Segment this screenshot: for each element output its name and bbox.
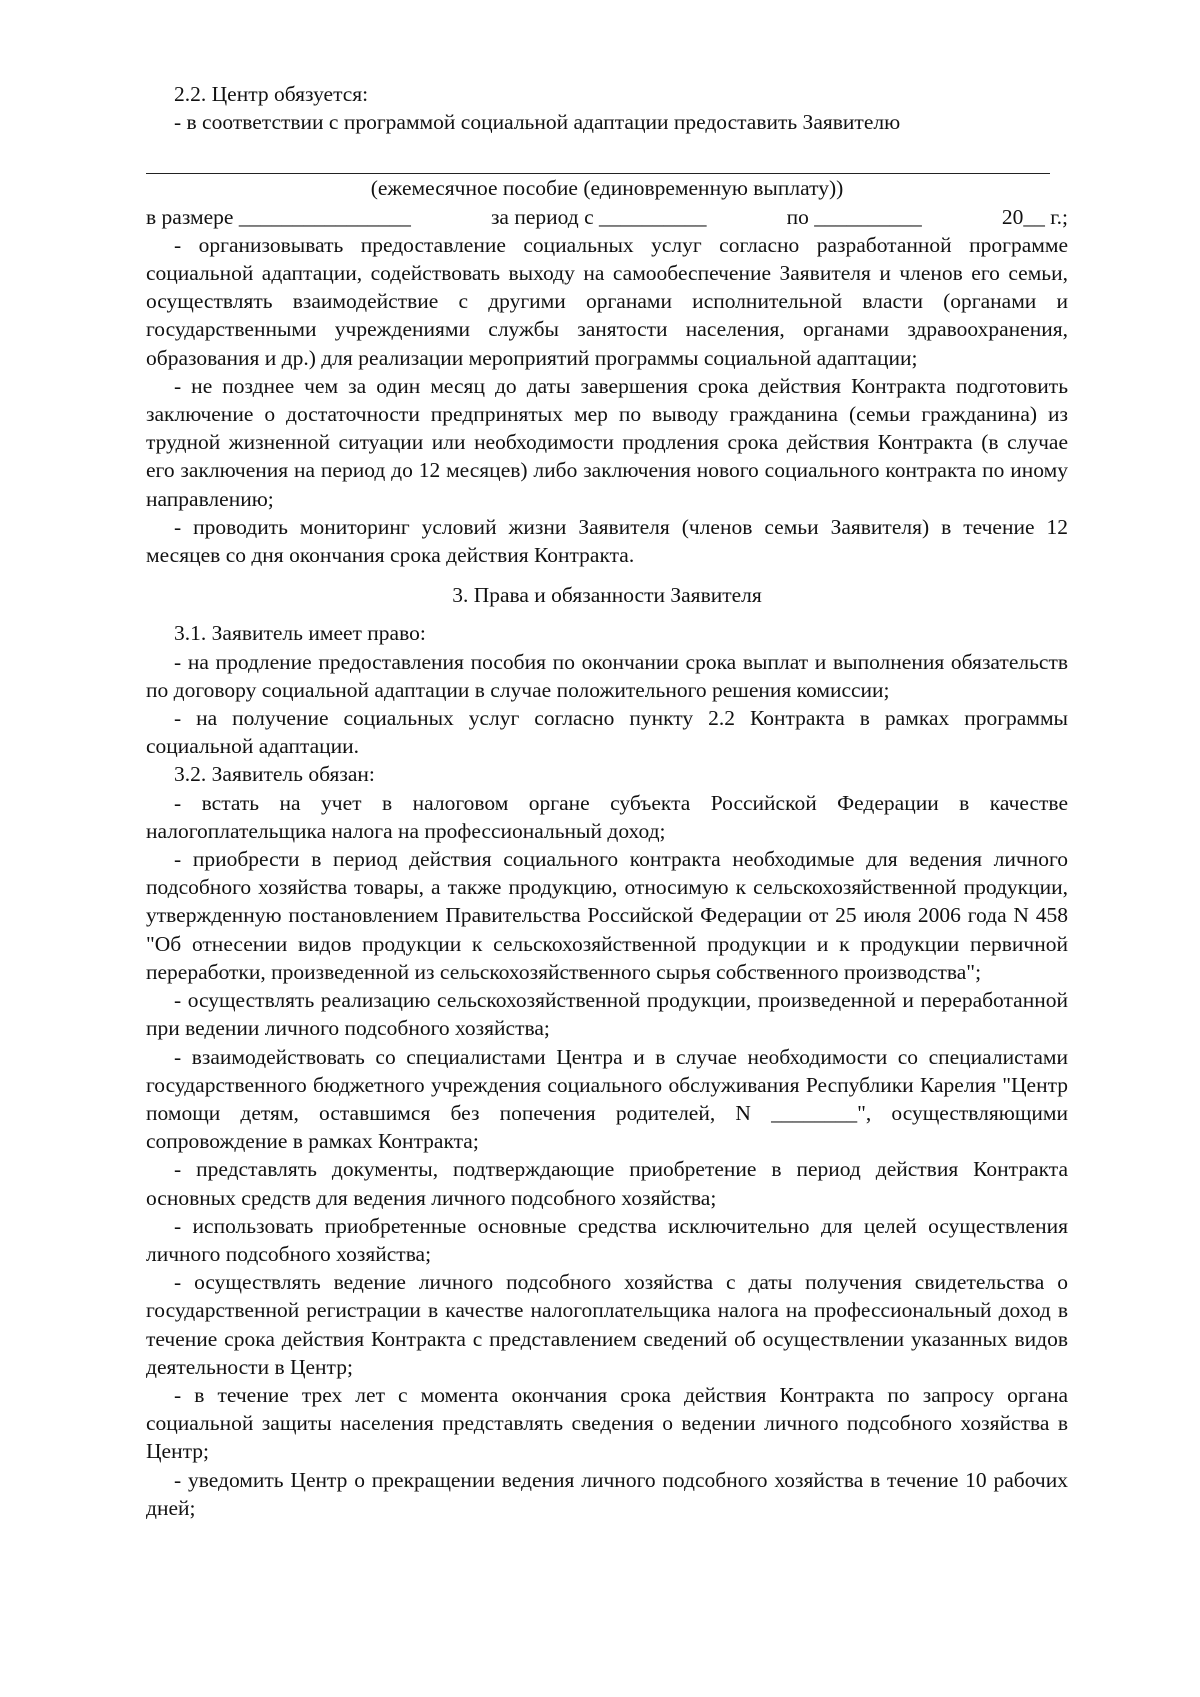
clause-sell-produce: - осуществлять реализацию сельскохозяйственной продукции, произведенной и переработанной при ведении личного подсобного хозяйства; <box>146 988 1068 1041</box>
clause-extend-benefit: - на продление предоставления пособия по окончании срока выплат и выполнения обязательств по договору социальной адаптации в случае положительного решения комиссии; <box>146 649 1068 702</box>
clause-tax-registration: - встать на учет в налоговом органе субъекта Российской Федерации в качестве налогоплательщика налога на профессиональный доход; <box>146 790 1068 843</box>
clause-use-assets: - использовать приобретенные основные средства исключительно для целей осуществления личного подсобного хозяйства; <box>146 1213 1068 1266</box>
section-3-title: 3. Права и обязанности Заявителя <box>452 583 762 608</box>
amount-field-text: в размере ________________ <box>146 204 411 229</box>
period-to-text: по __________ <box>786 204 922 229</box>
clause-prepare-conclusion: - не позднее чем за один месяц до даты завершения срока действия Контракта подготовить заключение о достаточности предпринятых мер по выводу гражданина (семьи гражданина) из трудной жизненной ситуации или необходимости продления срока действия Контракта (в случае его заключения на период до 12 месяцев) либо заключения нового социального контракта по иному направлению; <box>146 373 1068 511</box>
clause-conduct-farming: - осуществлять ведение личного подсобного хозяйства с даты получения свидетельства о государственной регистрации в качестве налогоплательщика налога на профессиональный доход в течение срока действия Контракта с представлением сведений об осуществлении указанных видов деятельности в Центр; <box>146 1270 1068 1379</box>
clause-interact-specialists: - взаимодействовать со специалистами Центра и в случае необходимости со специалистами государственного бюджетного учреждения социального обслуживания Республики Карелия "Центр помощи детям, оставшимся без попечения родителей, N ________", осуществляющими сопровождение в рамках Контракта; <box>146 1044 1068 1154</box>
clause-submit-documents: - представлять документы, подтверждающие приобретение в период действия Контракта основных средств для ведения личного подсобного хозяйства; <box>146 1157 1068 1210</box>
amount-period-row <box>146 203 1068 231</box>
year-text: 20__ г.; <box>1001 204 1068 229</box>
clause-three-years-report: - в течение трех лет с момента окончания срока действия Контракта по запросу органа социальной защиты населения представлять сведения о ведении личного подсобного хозяйства в Центр; <box>146 1382 1068 1464</box>
period-from-text: за период с __________ <box>490 204 707 229</box>
clause-provide-benefit: - в соответствии с программой социальной адаптации предоставить Заявителю <box>174 110 901 135</box>
document-page <box>146 80 1068 1522</box>
clause-acquire-goods: - приобрести в период действия социального контракта необходимые для ведения личного подсобного хозяйства товары, а также продукцию, относимую к сельскохозяйственной продукции, утвержденную постановлением Правительства Российской Федерации от 25 июля 2006 года N 458 "Об отнесении видов продукции к сельскохозяйственной продукции и к продукции первичной переработки, произведенной из сельскохозяйственного сырья собственного производства"; <box>146 847 1068 984</box>
clause-3-2-heading: 3.2. Заявитель обязан: <box>174 762 375 787</box>
clause-organize-services: - организовывать предоставление социальных услуг согласно разработанной программе социальной адаптации, содействовать выходу на самообеспечение Заявителя и членов его семьи, осуществлять взаимодействие с другими органами исполнительной власти (органами и государственными учреждениями службы занятости населения, органами здравоохранения, образования и др.) для реализации мероприятий программы социальной адаптации; <box>146 232 1068 370</box>
clause-monitoring: - проводить мониторинг условий жизни Заявителя (членов семьи Заявителя) в течение 12 месяцев со дня окончания срока действия Контракта. <box>146 514 1068 568</box>
fill-in-caption: (ежемесячное пособие (единовременную выплату)) <box>370 176 844 201</box>
clause-2-2-heading: 2.2. Центр обязуется: <box>174 82 369 106</box>
clause-3-1-heading: 3.1. Заявитель имеет право: <box>174 621 426 646</box>
clause-notify-termination: - уведомить Центр о прекращении ведения личного подсобного хозяйства в течение 10 рабочих дней; <box>146 1467 1068 1520</box>
clause-receive-services: - на получение социальных услуг согласно пункту 2.2 Контракта в рамках программы социальной адаптации. <box>146 706 1068 759</box>
